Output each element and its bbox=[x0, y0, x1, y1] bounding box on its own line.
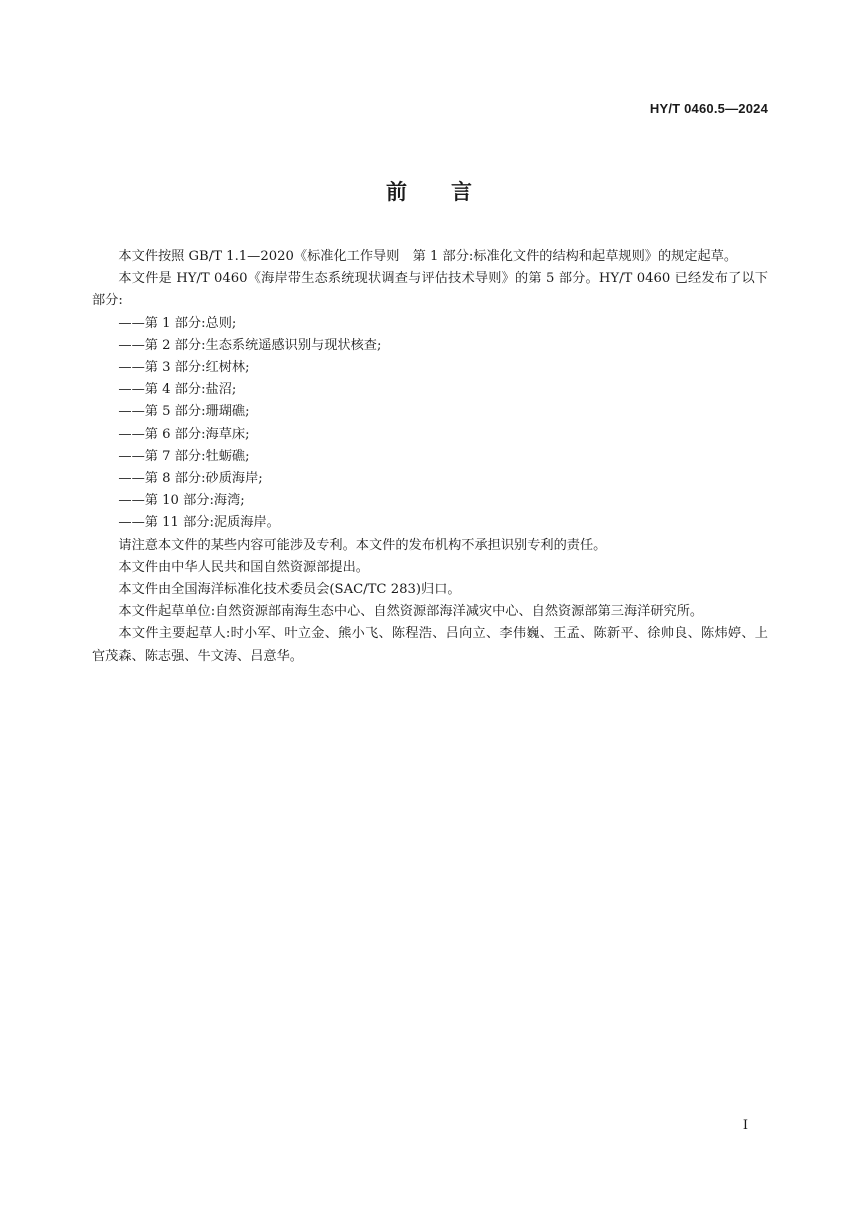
list-item: ——第 3 部分:红树林; bbox=[118, 360, 250, 376]
paragraph-committee: 本文件由全国海洋标准化技术委员会(SAC/TC 283)归口。 bbox=[118, 582, 461, 598]
foreword-body bbox=[92, 246, 768, 668]
list-item: ——第 2 部分:生态系统遥感识别与现状核查; bbox=[118, 337, 382, 353]
page-number: I bbox=[742, 1118, 748, 1133]
paragraph-series-intro: 本文件是 HY/T 0460《海岸带生态系统现状调查与评估技术导则》的第 5 部分。HY/T 0460 已经发布了以下部分: bbox=[92, 271, 768, 309]
list-item: ——第 6 部分:海草床; bbox=[118, 426, 250, 442]
list-item: ——第 7 部分:牡蛎礁; bbox=[118, 448, 250, 464]
paragraph-drafting-rules: 本文件按照 GB/T 1.1—2020《标准化工作导则 第 1 部分:标准化文件的结构和起草规则》的规定起草。 bbox=[118, 249, 738, 264]
list-item: ——第 10 部分:海湾; bbox=[118, 493, 245, 509]
list-item: ——第 8 部分:砂质海岸; bbox=[118, 471, 263, 487]
title-char-2: 言 bbox=[451, 180, 474, 204]
list-item: ——第 1 部分:总则; bbox=[118, 315, 237, 331]
list-item: ——第 5 部分:珊瑚礁; bbox=[118, 404, 250, 420]
paragraph-drafting-units: 本文件起草单位:自然资源部南海生态中心、自然资源部海洋减灾中心、自然资源部第三海洋研究所。 bbox=[118, 604, 704, 620]
page-title bbox=[0, 176, 860, 206]
paragraph-patent-notice: 请注意本文件的某些内容可能涉及专利。本文件的发布机构不承担识别专利的责任。 bbox=[118, 537, 607, 553]
standard-code: HY/T 0460.5—2024 bbox=[649, 101, 768, 116]
paragraph-drafters: 本文件主要起草人:时小军、叶立金、熊小飞、陈程浩、吕向立、李伟巍、王孟、陈新平、徐帅良、陈炜婷、上官茂森、陈志强、牛文涛、吕意华。 bbox=[92, 626, 768, 664]
title-char-1: 前 bbox=[386, 180, 409, 204]
list-item: ——第 11 部分:泥质海岸。 bbox=[118, 515, 280, 531]
list-item: ——第 4 部分:盐沼; bbox=[118, 382, 237, 398]
paragraph-proposer: 本文件由中华人民共和国自然资源部提出。 bbox=[118, 559, 369, 575]
